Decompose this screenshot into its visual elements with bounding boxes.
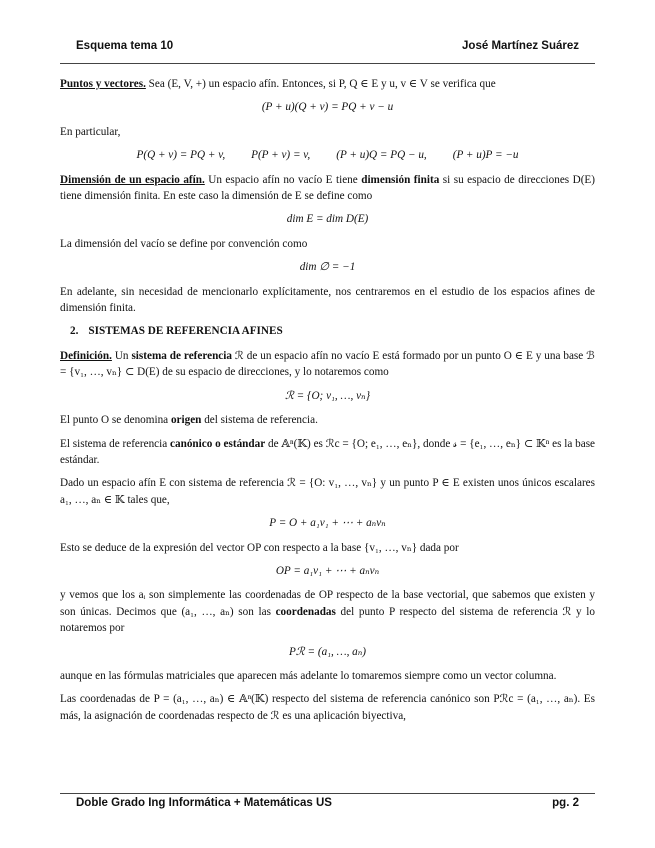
paragraph-text: si su espacio de direcciones D(E) tiene dimensión finita. En este caso la dimensión de E se define como <box>60 173 595 203</box>
paragraph-text: ℛ de un espacio afín no vacío E está formado por un punto O ∈ E y una base ℬ = {v₁, …, vₙ} ⊂ D(E) de su espacio de direcciones, y lo notaremos como <box>60 349 595 379</box>
paragraph-text: del punto P respecto del sistema de referencia ℛ y lo notaremos por <box>60 605 595 635</box>
paragraph-dado-espacio: Dado un espacio afín E con sistema de referencia ℛ = {O: v₁, …, vₙ} y un punto P ∈ E existen unos únicos escalares a₁, …, aₙ ∈ 𝕂 tales que, <box>60 477 595 506</box>
paragraph-vector-columna: aunque en las fórmulas matriciales que aparecen más adelante lo tomaremos siempre como un vector columna. <box>60 669 557 682</box>
bold-term: canónico o estándar <box>170 437 266 450</box>
section-title: SISTEMAS DE REFERENCIA AFINES <box>88 325 283 338</box>
page-number: pg. 2 <box>552 797 579 809</box>
equation: (P + u)Q = PQ − u, <box>336 149 427 162</box>
header-rule <box>60 63 595 64</box>
paragraph-text: y vemos que los aᵢ son simplemente las coordenadas de OP respecto de la base vectorial, que sabemos que existen y son únicas. Decimos que (a₁, …, aₙ) son las <box>60 589 595 618</box>
header-title: Esquema tema 10 <box>76 40 174 52</box>
equation: P(Q + v) = PQ + v, <box>136 149 226 162</box>
paragraph-text: Un espacio afín no vacío E tiene <box>208 173 362 186</box>
paragraph-canonico <box>60 436 595 469</box>
equation: dim ∅ = −1 <box>299 261 356 274</box>
paragraph-text: Un <box>111 349 132 362</box>
equation: P = O + a₁v₁ + ⋯ + aₙvₙ <box>269 517 386 530</box>
section-heading <box>60 323 595 339</box>
footer-rule <box>60 793 595 794</box>
heading-definicion: Definición. <box>60 349 112 362</box>
header-author: José Martínez Suárez <box>462 40 579 52</box>
bold-term: sistema de referencia <box>131 349 232 362</box>
equation: dim E = dim D(E) <box>286 213 369 226</box>
paragraph-en-particular: En particular, <box>60 125 121 138</box>
paragraph-coordenadas <box>60 587 595 636</box>
section-number: 2. <box>70 325 79 338</box>
bold-term: origen <box>170 414 202 427</box>
bold-term: dimensión finita <box>361 173 440 186</box>
document-body <box>60 76 595 731</box>
equation: P(P + v) = v, <box>251 149 311 162</box>
page-footer <box>76 797 579 813</box>
footer-course: Doble Grado Ing Informática + Matemáticas US <box>76 797 332 809</box>
equation: (P + u)P = −u <box>452 149 519 162</box>
paragraph-definicion <box>60 348 595 381</box>
paragraph-text: de 𝔸ⁿ(𝕂) es ℛc = {O; e₁, …, eₙ}, donde 𝓈 = {e₁, …, eₙ} ⊂ 𝕂ⁿ es la base estándar. <box>60 437 596 466</box>
paragraph-dimension <box>60 172 595 205</box>
heading-dimension: Dimensión de un espacio afín. <box>60 173 205 186</box>
paragraph-esto-se-deduce: Esto se deduce de la expresión del vector OP con respecto a la base {v₁, …, vₙ} dada por <box>60 541 459 554</box>
equation: OP = a₁v₁ + ⋯ + aₙvₙ <box>275 564 380 577</box>
paragraph-puntos-vectores <box>60 76 595 92</box>
paragraph-dimension-vacio: La dimensión del vacío se define por convención como <box>60 237 308 250</box>
equation: (P + u)(Q + v) = PQ + v − u <box>261 101 394 114</box>
paragraph-text: El punto O se denomina <box>60 414 171 427</box>
paragraph-coordenadas-canonico: Las coordenadas de P = (a₁, …, aₙ) ∈ 𝔸ⁿ(𝕂) respecto del sistema de referencia canónico son Pℛc = (a₁, …, aₙ). Es más, la asignación de coordenadas respecto de ℛ es una aplicación biyectiva, <box>60 693 595 722</box>
paragraph-text: del sistema de referencia. <box>201 414 318 427</box>
equation: Pℛ = (a₁, …, aₙ) <box>288 645 367 658</box>
heading-puntos-vectores: Puntos y vectores. <box>60 78 146 90</box>
bold-term: coordenadas <box>275 605 336 618</box>
paragraph-origen <box>60 412 595 428</box>
paragraph-en-adelante: En adelante, sin necesidad de mencionarlo explícitamente, nos centraremos en el estudio de los espacios afines de dimensión finita. <box>60 285 595 315</box>
page-header <box>76 40 579 56</box>
paragraph-text: El sistema de referencia <box>60 437 171 450</box>
paragraph-text: Sea (E, V, +) un espacio afín. Entonces, si P, Q ∈ E y u, v ∈ V se verifica que <box>148 78 496 90</box>
equation-row <box>60 147 595 163</box>
equation: ℛ = {O; v₁, …, vₙ} <box>284 389 371 402</box>
